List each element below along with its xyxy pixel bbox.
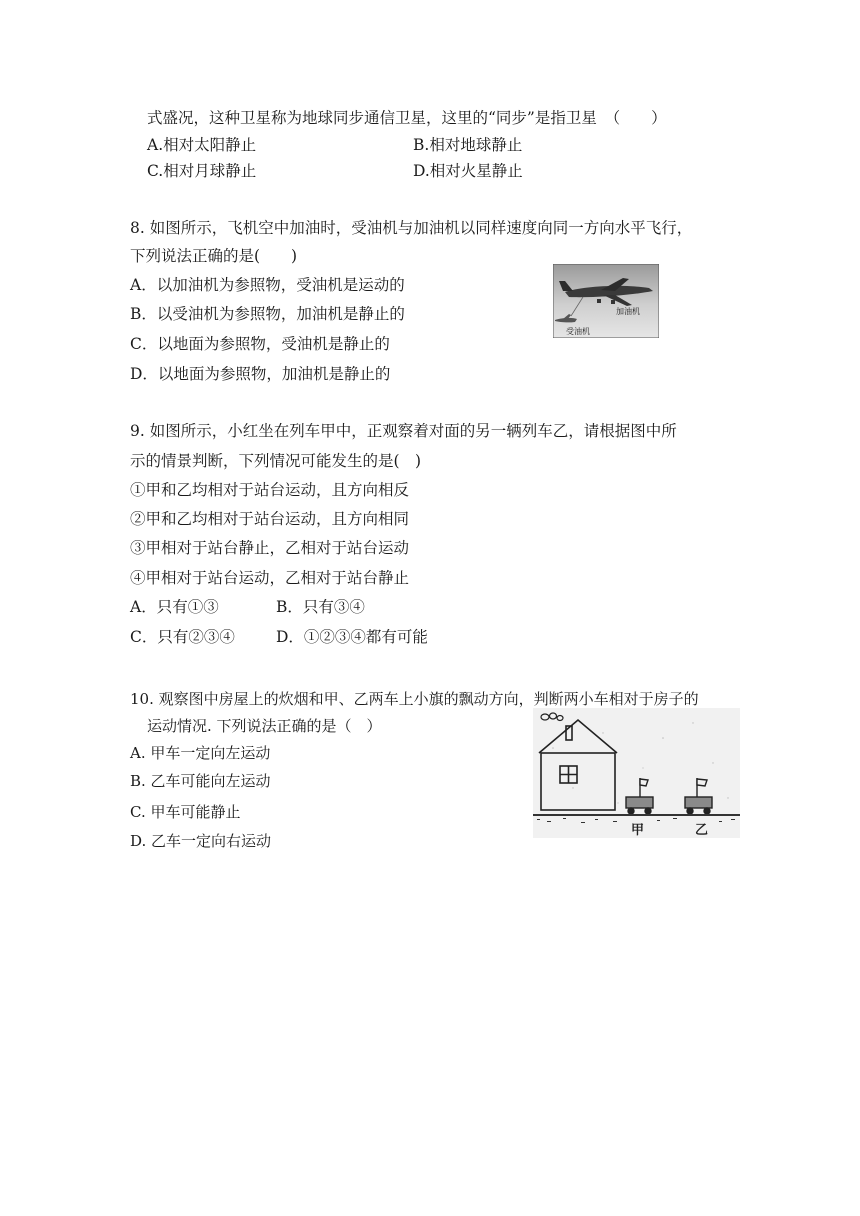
q8-stem-line1: 8. 如图所示，飞机空中加油时，受油机与加油机以同样速度向同一方向水平飞行， [130,219,693,237]
q7-option-c: C.相对月球静止 [147,162,257,180]
car-a-label: 甲 [631,823,645,838]
q9-statement-1: ①甲和乙均相对于站台运动，且方向相反 [130,481,410,499]
q7-option-d: D.相对火星静止 [413,162,523,180]
q10-option-c: C. 甲车可能静止 [130,803,241,821]
q10-option-d: D. 乙车一定向右运动 [130,832,272,850]
q7-option-a: A.相对太阳静止 [147,136,257,154]
q8-option-d: D．以地面为参照物，加油机是静止的 [130,365,391,383]
house-cars-figure [533,708,740,838]
q9-option-a: A．只有①③ [130,598,219,616]
receiver-label: 受油机 [566,327,590,336]
q10-stem-line1: 10. 观察图中房屋上的炊烟和甲、乙两车上小旗的飘动方向，判断两小车相对于房子的 [130,690,699,708]
q8-stem-line2: 下列说法正确的是( ) [130,247,298,265]
q9-stem-line1: 9. 如图所示，小红坐在列车甲中，正观察着对面的另一辆列车乙，请根据图中所 [130,422,677,440]
q10-option-b: B. 乙车可能向左运动 [130,772,271,790]
q9-statement-3: ③甲相对于站台静止，乙相对于站台运动 [130,539,410,557]
q7-stem: 式盛况，这种卫星称为地球同步通信卫星，这里的“同步”是指卫星 （ ） [147,109,667,127]
q9-option-c: C．只有②③④ [130,628,235,646]
q9-statement-2: ②甲和乙均相对于站台运动，且方向相同 [130,510,410,528]
q7-option-b: B.相对地球静止 [413,136,523,154]
refueling-figure [553,264,659,338]
q10-stem-line2: 运动情况. 下列说法正确的是（ ） [147,717,382,735]
q8-option-c: C．以地面为参照物，受油机是静止的 [130,335,390,353]
car-b-label: 乙 [695,823,709,838]
tanker-label: 加油机 [616,307,640,316]
q9-stem-line2: 示的情景判断，下列情况可能发生的是( ) [130,452,422,470]
q9-option-b: B．只有③④ [276,598,365,616]
q8-option-a: A．以加油机为参照物，受油机是运动的 [130,276,405,294]
q10-option-a: A. 甲车一定向左运动 [130,744,271,762]
q9-option-d: D．①②③④都有可能 [276,628,428,646]
house-cars-sketch [533,708,740,838]
q9-statement-4: ④甲相对于站台运动，乙相对于站台静止 [130,569,410,587]
refueling-photo [553,264,659,338]
q8-option-b: B．以受油机为参照物，加油机是静止的 [130,305,405,323]
